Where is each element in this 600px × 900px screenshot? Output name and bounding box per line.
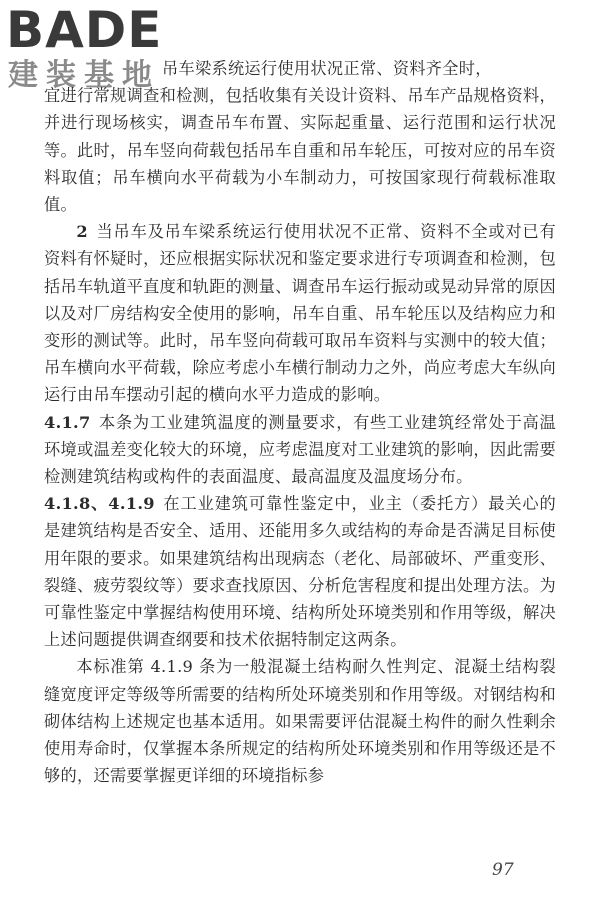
logo-subtitle: 建装基地 [8, 58, 160, 93]
section-4-1-7-text: 本条为工业建筑温度的测量要求，有些工业建筑经常处于高温环境或温差变化较大的环境，应考虑温度对工业建筑的影响，因此需要检测建筑结构或构件的表面温度、最高温度及温度场分布。 [44, 412, 556, 487]
section-number: 4.1.7 [44, 412, 91, 432]
paragraph-last: 本标准第 4.1.9 条为一般混凝土结构耐久性判定、混凝土结构裂缝宽度评定等级等所需要的结构所处环境类别和作用等级。对钢结构和砌体结构上述规定也基本适用。如果需要评估混凝土构件的耐久性剩余使用寿命时，仅掌握本条所规定的结构所处环境类别和作用等级还是不够的，还需要掌握更详细的环境指标参 [44, 657, 556, 786]
paragraph-2-text: 当吊车及吊车梁系统运行使用状况不正常、资料不全或对已有资料有怀疑时，还应根据实际状况和鉴定要求进行专项调查和检测，包括吊车轨道平直度和轨距的测量、调查吊车运行振动或晃动异常的原因以及对厂房结构安全使用的影响，吊车自重、吊车轮压以及结构应力和变形的测试等。此时，吊车竖向荷载可取吊车资料与实测中的较大值；吊车横向水平荷载，除应考虑小车横行制动力之外，尚应考虑大车纵向运行由吊车摆动引起的横向水平力造成的影响。 [44, 222, 556, 405]
paragraph-1-lead: 吊车梁系统运行使用状况正常、资料齐全时， [162, 59, 492, 78]
section-4-1-8-text: 在工业建筑可靠性鉴定中，业主（委托方）最关心的是建筑结构是否安全、适用、还能用多久或结构的寿命是否满足目标使用年限的要求。如果建筑结构出现病态（老化、局部破坏、严重变形、裂缝、疲劳裂纹等）要求查找原因、分析危害程度和提出处理方法。为可靠性鉴定中掌握结构使用环境、结构所处环境类别和作用等级，解决上述问题提供调查纲要和技术依据特制定这两条。 [44, 494, 556, 650]
section-number: 4.1.8、4.1.9 [44, 494, 155, 514]
page-number: 97 [492, 860, 514, 880]
paragraph-1: 宜进行常规调查和检测，包括收集有关设计资料、吊车产品规格资料，并进行现场核实，调查吊车布置、实际起重量、运行范围和运行状况等。此时，吊车竖向荷载包括吊车自重和吊车轮压，可按对应的吊车资料取值；吊车横向水平荷载为小车制动力，可按国家现行荷载标准取值。 [44, 86, 556, 215]
paragraph-2 [44, 218, 556, 408]
document-page [44, 55, 556, 789]
section-4-1-8 [44, 490, 556, 653]
section-4-1-7 [44, 409, 556, 491]
logo-brand: BADE [6, 1, 163, 59]
item-number: 2 [76, 222, 88, 242]
